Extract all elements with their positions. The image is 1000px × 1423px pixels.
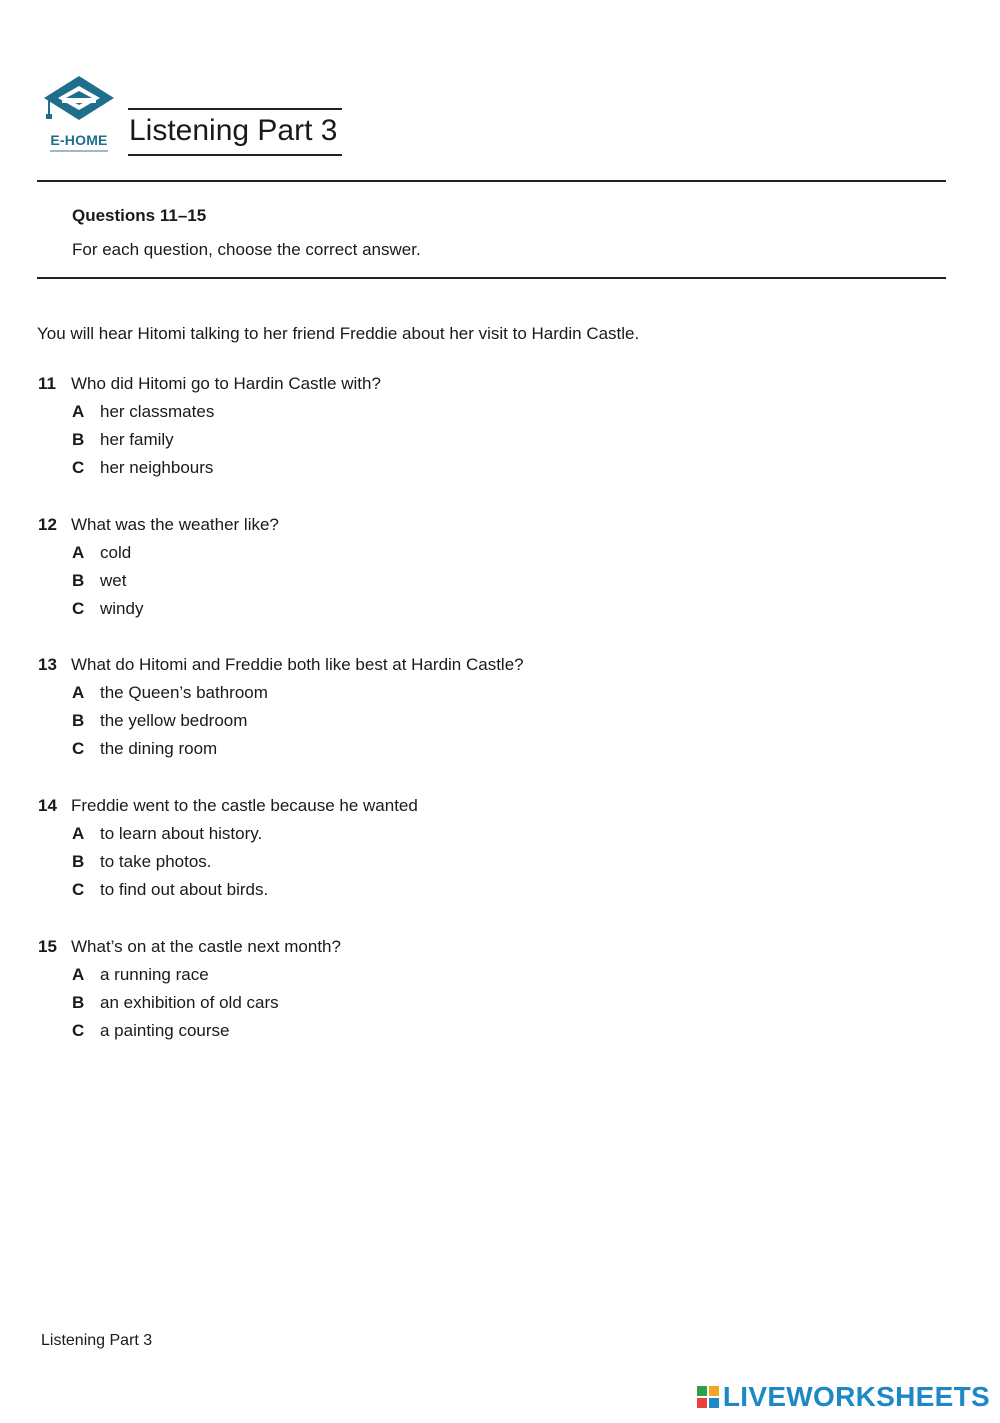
option-b[interactable]: [72, 852, 418, 880]
watermark-text: LIVEWORKSHEETS: [722, 1381, 990, 1412]
question-number: 12: [38, 515, 57, 534]
option-text: windy: [100, 599, 144, 618]
option-letter: A: [72, 402, 85, 421]
question-11: [38, 374, 381, 486]
question-text: What’s on at the castle next month?: [71, 937, 341, 956]
option-c[interactable]: [72, 739, 524, 767]
logo-text: E-HOME: [50, 132, 108, 148]
option-text: a painting course: [100, 1021, 230, 1040]
option-letter: B: [72, 711, 85, 730]
option-text: the yellow bedroom: [100, 711, 248, 730]
intro-text: You will hear Hitomi talking to her friend Freddie about her visit to Hardin Castle.: [37, 324, 640, 343]
option-letter: B: [72, 993, 85, 1012]
section-divider-bottom: [37, 277, 946, 279]
footer-label: Listening Part 3: [41, 1332, 153, 1349]
option-a[interactable]: [72, 402, 381, 430]
logo-tagline-line: [50, 150, 108, 152]
option-a[interactable]: [72, 965, 341, 993]
option-text: cold: [100, 543, 132, 562]
question-number: 14: [38, 796, 57, 815]
option-letter: C: [72, 880, 85, 899]
option-letter: C: [72, 458, 85, 477]
option-letter: A: [72, 965, 85, 984]
ehome-logo-icon: [42, 74, 116, 132]
option-text: to learn about history.: [100, 824, 263, 843]
question-14: [38, 796, 418, 908]
page-title: Listening Part 3: [129, 114, 338, 147]
option-c[interactable]: [72, 1021, 341, 1049]
logo-square-yellow: [709, 1386, 719, 1396]
option-c[interactable]: [72, 880, 418, 908]
option-c[interactable]: [72, 458, 381, 486]
option-text: wet: [100, 571, 127, 590]
option-a[interactable]: [72, 683, 524, 711]
option-text: her family: [100, 430, 174, 449]
question-13: [38, 655, 524, 767]
option-text: her neighbours: [100, 458, 214, 477]
option-letter: A: [72, 543, 85, 562]
title-rule-top: [128, 108, 342, 110]
liveworksheets-watermark: [697, 1381, 990, 1413]
logo-square-red: [697, 1398, 707, 1408]
title-rule-bottom: [128, 154, 342, 156]
option-b[interactable]: [72, 993, 341, 1021]
option-c[interactable]: [72, 599, 279, 627]
option-text: the Queen’s bathroom: [100, 683, 268, 702]
question-12: [38, 515, 279, 627]
liveworksheets-logo-icon: [697, 1386, 719, 1408]
option-a[interactable]: [72, 543, 279, 571]
question-text: Who did Hitomi go to Hardin Castle with?: [71, 374, 381, 393]
question-number: 15: [38, 937, 57, 956]
logo-square-blue: [709, 1398, 719, 1408]
option-letter: B: [72, 852, 85, 871]
option-letter: A: [72, 683, 85, 702]
instruction-text: For each question, choose the correct answer.: [72, 240, 421, 259]
question-text: What do Hitomi and Freddie both like best at Hardin Castle?: [71, 655, 524, 674]
option-a[interactable]: [72, 824, 418, 852]
question-text: What was the weather like?: [71, 515, 279, 534]
ehome-logo: [40, 74, 118, 156]
option-text: to take photos.: [100, 852, 212, 871]
question-number: 13: [38, 655, 57, 674]
question-text: Freddie went to the castle because he wanted: [71, 796, 418, 815]
option-text: the dining room: [100, 739, 218, 758]
question-number: 11: [38, 374, 56, 393]
option-letter: B: [72, 430, 85, 449]
section-divider-top: [37, 180, 946, 182]
option-text: a running race: [100, 965, 209, 984]
option-b[interactable]: [72, 571, 279, 599]
option-letter: C: [72, 739, 85, 758]
questions-heading: Questions 11–15: [72, 206, 207, 225]
option-text: to find out about birds.: [100, 880, 269, 899]
option-letter: B: [72, 571, 85, 590]
option-text: her classmates: [100, 402, 215, 421]
option-text: an exhibition of old cars: [100, 993, 279, 1012]
option-letter: A: [72, 824, 85, 843]
question-15: [38, 937, 341, 1049]
logo-square-green: [697, 1386, 707, 1396]
option-b[interactable]: [72, 711, 524, 739]
option-letter: C: [72, 1021, 85, 1040]
option-b[interactable]: [72, 430, 381, 458]
option-letter: C: [72, 599, 85, 618]
